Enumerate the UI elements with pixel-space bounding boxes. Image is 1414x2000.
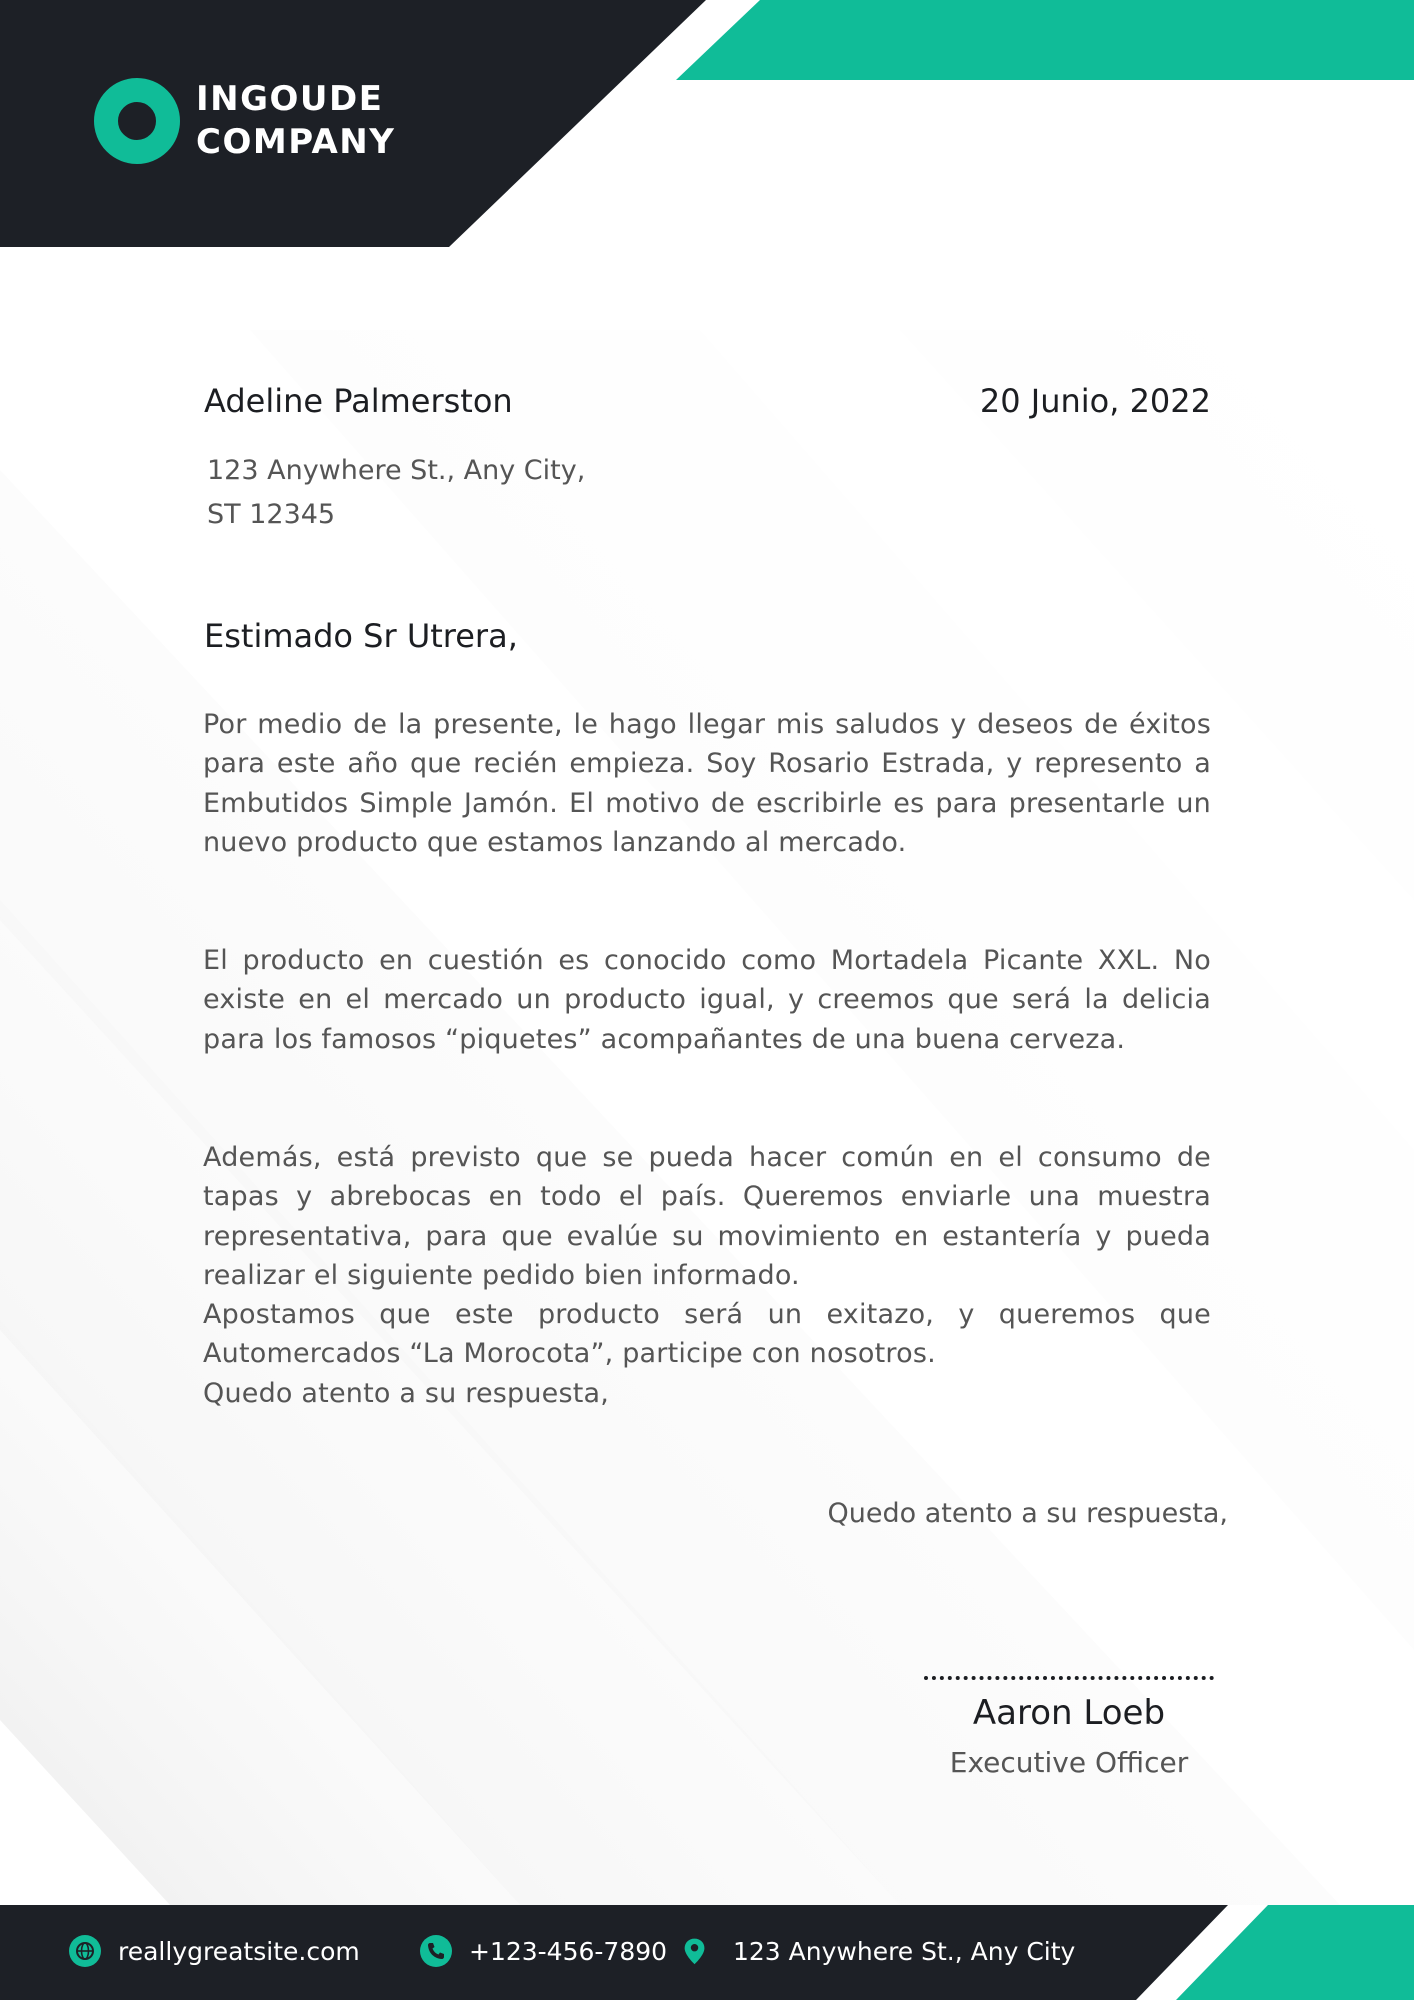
company-name-line1: INGOUDE (196, 79, 384, 119)
recipient-name: Adeline Palmerston (204, 382, 513, 420)
phone-text: +123-456-7890 (469, 1936, 668, 1966)
signature-line (924, 1676, 1214, 1680)
closing-line: Quedo atento a su respuesta, (827, 1498, 1228, 1529)
body-paragraph-2 (203, 941, 1211, 1059)
greeting: Estimado Sr Utrera, (204, 617, 518, 655)
phone-icon (419, 1934, 453, 1968)
address-line-2: ST 12345 (207, 499, 336, 530)
footer-phone[interactable] (419, 1934, 667, 1968)
paragraph-text: El producto en cuestión es conocido como Mortadela Picante XXL. No existe en el mercado un producto igual, y creemos que será la delicia para los famosos “piquetes” acompañantes de una buena cerveza. (203, 945, 1211, 1055)
company-name-line2: COMPANY (196, 122, 396, 162)
paragraph-text: Además, está previsto que se pueda hacer común en el consumo de tapas y abrebocas en todo el país. Queremos enviarle una muestra representativa, para que evalúe su movimiento en estantería y pueda realizar el siguiente pedido bien informado. (203, 1142, 1211, 1291)
ring-logo-icon (94, 78, 180, 164)
company-name (196, 78, 395, 164)
footer-website[interactable] (68, 1934, 360, 1968)
signer-title: Executive Officer (949, 1746, 1189, 1779)
recipient-address (207, 449, 585, 537)
location-pin-icon (683, 1934, 711, 1968)
paragraph-text: Apostamos que este producto será un exitazo, y queremos que Automercados “La Morocota”, participe con nosotros. (203, 1299, 1211, 1370)
globe-icon (68, 1934, 102, 1968)
paragraph-text: Quedo atento a su respuesta, (203, 1377, 610, 1409)
body-paragraph-3 (203, 1138, 1211, 1413)
address-line-1: 123 Anywhere St., Any City, (207, 455, 586, 486)
body-paragraph-1 (203, 705, 1211, 862)
header-accent-band (676, 0, 1414, 80)
company-logo (94, 78, 395, 164)
letter-date: 20 Junio, 2022 (979, 382, 1211, 420)
paragraph-text: Por medio de la presente, le hago llegar mis saludos y deseos de éxitos para este año que recién empieza. Soy Rosario Estrada, y represento a Embutidos Simple Jamón. El motivo de escribirle es para presentarle un nuevo producto que estamos lanzando al mercado. (203, 709, 1211, 858)
footer-address[interactable] (683, 1934, 1075, 1968)
address-text: 123 Anywhere St., Any City (733, 1936, 1076, 1966)
signer-name: Aaron Loeb (972, 1693, 1166, 1733)
website-text: reallygreatsite.com (118, 1936, 360, 1966)
